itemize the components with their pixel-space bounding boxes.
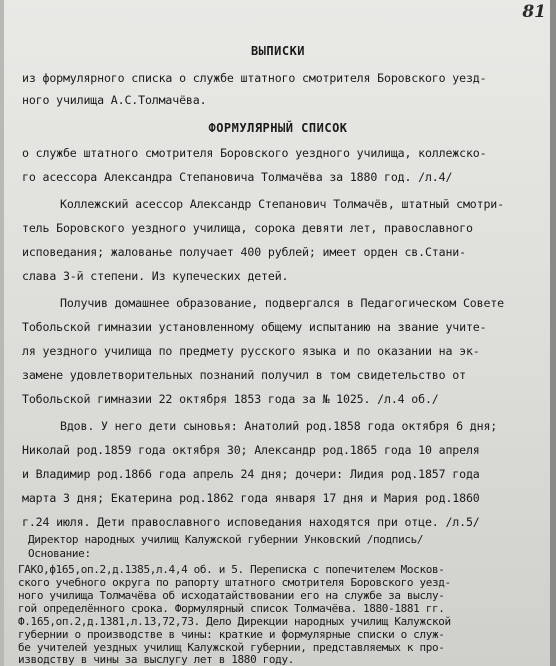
page-right-edge [550, 0, 556, 666]
basis-line-1: ГАКО,ф165,оп.2,д.1385,л.4,4 об. и 5. Переписка с попечителем Москов- [18, 563, 445, 576]
paragraph2-line-3: ля уездного училища по предмету русского языка и по оказании на эк- [22, 344, 480, 358]
document-title: ВЫПИСКИ [250, 44, 306, 58]
basis-line-5: Ф.165,оп.2,д.1381,л.13,72,73. Дело Дирекции народных училищ Калужской [18, 615, 451, 628]
paragraph3-line-5: г.24 июля. Дети православного исповедания находятся при отце. /л.5/ [22, 515, 480, 529]
basis-line-2: ского учебного округа по рапорту штатного смотрителя Боровского уезд- [18, 576, 451, 589]
page-left-edge [0, 0, 4, 666]
paragraph1-line-4: слава 3-й степени. Из купеческих детей. [22, 269, 289, 283]
basis-line-3: ного училища Толмачёва об исходатайствовании его на службе за выслу- [18, 589, 445, 602]
paragraph2-line-1: Получив домашнее образование, подвергался в Педагогическом Совете [60, 296, 504, 310]
basis-line-8: изводству в чины за выслугу лет в 1880 году. [18, 653, 294, 666]
signature-line: Директор народных училищ Калужской губернии Унковский /подпись/ [28, 533, 424, 546]
paragraph2-line-2: Тобольской гимназии установленному общему испытанию на звание учите- [22, 320, 487, 334]
page-number: 81 [522, 2, 546, 22]
paragraph3-line-2: Николай род.1859 года октября 30; Александр род.1865 года 10 апреля [22, 443, 480, 457]
intro-line-2: ного училища А.С.Толмачёва. [22, 93, 207, 107]
paragraph3-line-3: и Владимир род.1866 года апрель 24 дня; дочери: Лидия род.1857 года [22, 467, 480, 481]
paragraph1-line-3: исповедания; жалованье получает 400 рублей; имеет орден св.Стани- [22, 245, 466, 259]
paragraph2-line-5: Тобольской гимназии 22 октября 1853 года за № 1025. /л.4 об./ [22, 392, 439, 406]
paragraph2-line-4: замене удовлетворительных познаний получил в том свидетельство от [22, 368, 466, 382]
basis-line-7: бе учителей уездных училищ Калужской губернии, представляемых к про- [18, 641, 445, 654]
paragraph1-line-2: тель Боровского уездного училища, сорока девяти лет, православного [22, 221, 473, 235]
paragraph1-line-1: Коллежский асессор Александр Степанович Толмачёв, штатный смотри- [60, 197, 504, 211]
basis-line-6: губернии о производстве в чины: краткие и формулярные списки о служ- [18, 628, 445, 641]
paragraph3-line-1: Вдов. У него дети сыновья: Анатолий род.1858 года октября 6 дня; [60, 419, 498, 433]
paragraph3-line-4: марта 3 дня; Екатерина род.1862 года января 17 дня и Мария род.1860 [22, 491, 480, 505]
document-subtitle: ФОРМУЛЯРНЫЙ СПИСОК [208, 121, 348, 135]
intro-line-1: из формулярного списка о службе штатного смотрителя Боровского уезд- [22, 71, 487, 85]
basis-label: Основание: [28, 547, 91, 560]
heading-line-1: о службе штатного смотрителя Боровского уездного училища, коллежско- [22, 146, 487, 160]
basis-line-4: гой определённого срока. Формулярный список Толмачёва. 1880-1881 гг. [18, 602, 445, 615]
heading-line-2: го асессора Александра Степановича Толмачёва за 1880 год. /л.4/ [22, 170, 453, 184]
